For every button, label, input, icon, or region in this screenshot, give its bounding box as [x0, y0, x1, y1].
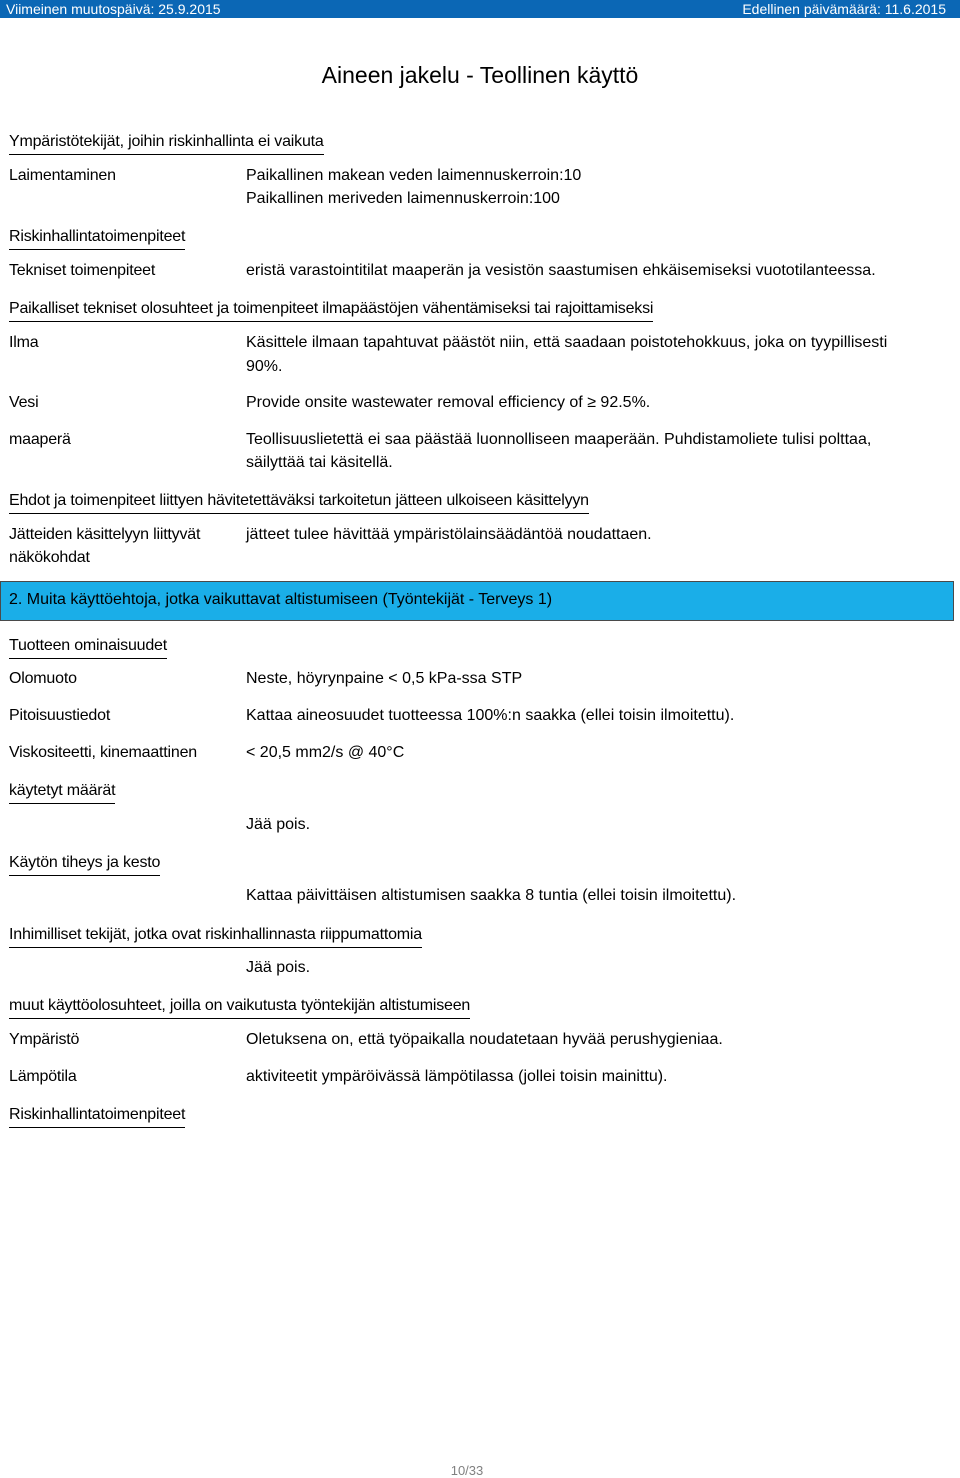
- soil-label: maaperä: [9, 431, 71, 448]
- rmm2-heading: Riskinhallintatoimenpiteet: [9, 1104, 185, 1128]
- header-bar: [0, 0, 960, 18]
- human-factors-heading: Inhimilliset tekijät, jotka ovat riskinhallinnasta riippumattomia: [9, 924, 422, 948]
- form-label: Olomuoto: [9, 670, 77, 687]
- amounts-value: Jää pois.: [246, 816, 311, 833]
- technical-value: eristä varastointitilat maaperän ja vesistön saastumisen ehkäisemiseksi vuototilanteessa.: [246, 262, 876, 279]
- dilution-label: Laimentaminen: [9, 167, 116, 184]
- waste-value: jätteet tulee hävittää ympäristölainsäädäntöä noudattaen.: [246, 526, 652, 543]
- viscosity-value: < 20,5 mm2/s @ 40°C: [246, 744, 405, 761]
- viscosity-label: Viskositeetti, kinemaattinen: [9, 744, 197, 761]
- section2-band: [0, 581, 954, 621]
- local-conditions-heading: Paikalliset tekniset olosuhteet ja toimenpiteet ilmapäästöjen vähentämiseksi tai rajoittamiseksi: [9, 298, 653, 322]
- waste-label-line2: näkökohdat: [9, 549, 90, 566]
- dilution-freshwater: Paikallinen makean veden laimennuskerroin:10: [246, 167, 582, 184]
- environment-value: Oletuksena on, että työpaikalla noudatetaan hyvää perushygieniaa.: [246, 1031, 723, 1048]
- water-value: Provide onsite wastewater removal efficiency of ≥ 92.5%.: [246, 394, 651, 411]
- water-label: Vesi: [9, 394, 39, 411]
- air-label: Ilma: [9, 334, 39, 351]
- waste-heading: Ehdot ja toimenpiteet liittyen hävitetettäväksi tarkoitetun jätteen ulkoiseen käsittelyyn: [9, 490, 589, 514]
- other-conditions-heading: muut käyttöolosuhteet, joilla on vaikutusta työntekijän altistumiseen: [9, 995, 470, 1019]
- product-heading: Tuotteen ominaisuudet: [9, 635, 167, 659]
- frequency-heading: Käytön tiheys ja kesto: [9, 852, 160, 876]
- previous-date: Edellinen päivämäärä: 11.6.2015: [742, 1, 946, 17]
- air-value-line1: Käsittele ilmaan tapahtuvat päästöt niin, että saadaan poistotehokkuus, joka on tyypillisesti: [246, 334, 888, 351]
- frequency-value: Kattaa päivittäisen altistumisen saakka 8 tuntia (ellei toisin ilmoitettu).: [246, 887, 737, 904]
- soil-value-line2: säilyttää tai käsitellä.: [246, 454, 393, 471]
- environment-label: Ympäristö: [9, 1031, 80, 1048]
- temperature-value: aktiviteetit ympäröivässä lämpötilassa (jollei toisin mainittu).: [246, 1068, 668, 1085]
- document-title: Aineen jakelu - Teollinen käyttö: [321, 62, 639, 88]
- concentration-value: Kattaa aineosuudet tuotteessa 100%:n saakka (ellei toisin ilmoitettu).: [246, 707, 735, 724]
- rmm-heading: Riskinhallintatoimenpiteet: [9, 226, 185, 250]
- human-factors-value: Jää pois.: [246, 959, 311, 976]
- form-value: Neste, höyrynpaine < 0,5 kPa-ssa STP: [246, 670, 523, 687]
- temperature-label: Lämpötila: [9, 1068, 77, 1085]
- soil-value-line1: Teollisuuslietettä ei saa päästää luonnolliseen maaperään. Puhdistamoliete tulisi polttaa,: [246, 431, 872, 448]
- concentration-label: Pitoisuustiedot: [9, 707, 111, 724]
- section2-title: 2. Muita käyttöehtoja, jotka vaikuttavat altistumiseen (Työntekijät - Terveys 1): [9, 591, 553, 608]
- revision-date: Viimeinen muutospäivä: 25.9.2015: [6, 1, 221, 17]
- dilution-seawater: Paikallinen meriveden laimennuskerroin:100: [246, 190, 560, 207]
- amounts-heading: käytetyt määrät: [9, 780, 115, 804]
- air-value-line2: 90%.: [246, 358, 283, 375]
- environment-heading: Ympäristötekijät, joihin riskinhallinta ei vaikuta: [9, 131, 324, 155]
- technical-label: Tekniset toimenpiteet: [9, 262, 156, 279]
- page-number: 10/33: [450, 1463, 484, 1478]
- waste-label-line1: Jätteiden käsittelyyn liittyvät: [9, 526, 201, 543]
